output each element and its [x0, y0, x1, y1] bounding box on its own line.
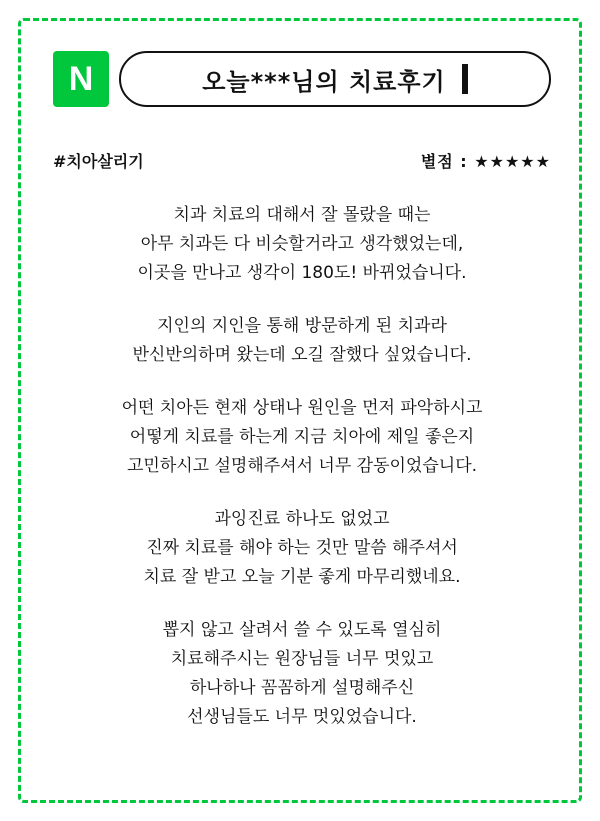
naver-logo-icon [53, 51, 109, 107]
review-line: 치료 잘 받고 오늘 기분 좋게 마무리했네요. [143, 567, 461, 587]
review-body [53, 201, 551, 732]
card-header [53, 51, 551, 107]
review-paragraph [53, 312, 551, 370]
hashtag-label[interactable]: #치아살리기 [53, 152, 144, 171]
review-line: 아무 치과든 다 비슷할거라고 생각했었는데, [140, 234, 464, 254]
review-line: 반신반의하며 왔는데 오길 잘했다 싶었습니다. [132, 345, 472, 365]
review-card [18, 18, 582, 803]
review-line: 하나하나 꼼꼼하게 설명해주신 [189, 678, 415, 698]
review-paragraph [53, 201, 551, 288]
review-line: 뽑지 않고 살려서 쓸 수 있도록 열심히 [162, 620, 442, 640]
text-cursor-icon [462, 64, 468, 94]
star-rating-label: 별점 : ★★★★★ [420, 152, 551, 171]
review-line: 치료해주시는 원장님들 너무 멋있고 [170, 649, 434, 669]
meta-row [53, 149, 551, 172]
review-paragraph [53, 394, 551, 481]
review-line: 이곳을 만나고 생각이 180도! 바뀌었습니다. [137, 263, 467, 283]
review-line: 과잉진료 하나도 없었고 [214, 509, 390, 529]
page-title: 오늘***님의 치료후기 [202, 67, 446, 96]
review-line: 고민하시고 설명해주셔서 너무 감동이었습니다. [126, 456, 478, 476]
review-line: 치과 치료의 대해서 잘 몰랐을 때는 [173, 205, 431, 225]
review-line: 어떤 치아든 현재 상태나 원인을 먼저 파악하시고 [121, 398, 483, 418]
review-paragraph [53, 616, 551, 732]
review-line: 선생님들도 너무 멋있었습니다. [187, 707, 417, 727]
review-line: 지인의 지인을 통해 방문하게 된 치과라 [157, 316, 447, 336]
review-line: 어떻게 치료를 하는게 지금 치아에 제일 좋은지 [129, 427, 475, 447]
title-pill [119, 51, 551, 107]
logo-letter: N [68, 60, 94, 98]
review-paragraph [53, 505, 551, 592]
review-line: 진짜 치료를 해야 하는 것만 말씀 해주셔서 [146, 538, 458, 558]
